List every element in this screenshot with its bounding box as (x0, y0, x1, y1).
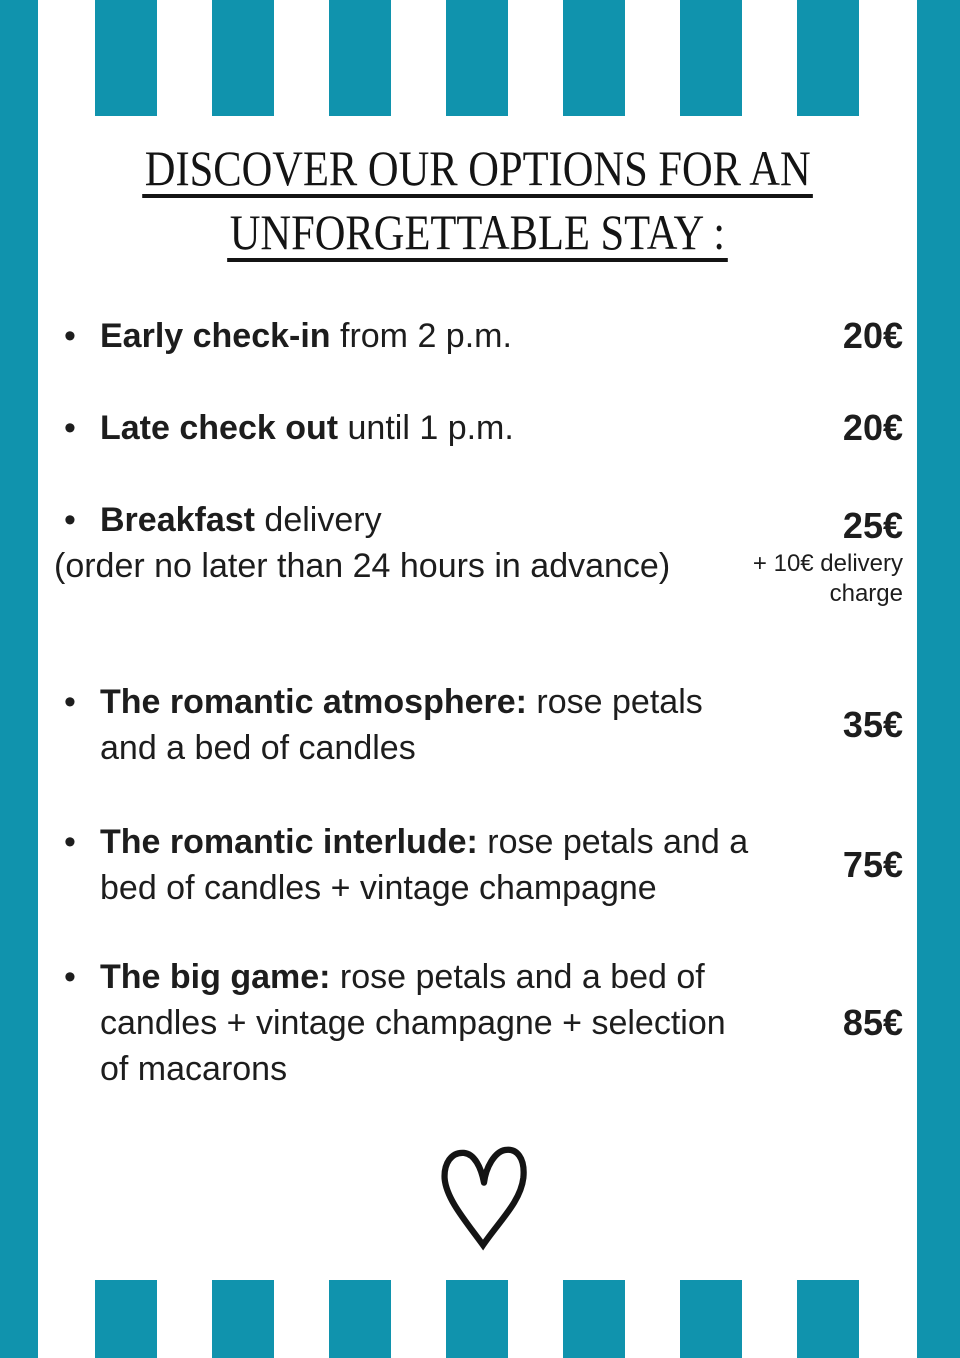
price-amount: 20€ (842, 315, 903, 356)
bullet-icon: • (64, 958, 76, 996)
option-price (752, 405, 917, 451)
options-list (38, 313, 917, 1092)
option-price (752, 313, 917, 359)
option-name: The romantic atmosphere: (100, 683, 527, 721)
bullet-icon: • (64, 501, 76, 539)
heart-icon (436, 1144, 532, 1252)
option-text (38, 497, 752, 589)
option-item-late-check-out (38, 405, 917, 451)
bullet-icon: • (64, 317, 76, 355)
option-item-big-game (38, 954, 917, 1092)
option-detail: until 1 p.m. (338, 409, 514, 447)
page-title-line-2: UNFORGETTABLE STAY : (227, 206, 727, 262)
option-detail: rose petals and a bed of candles + vintage champagne + selection of macarons (100, 958, 726, 1088)
option-name: Late check out (100, 409, 339, 447)
option-price (752, 1000, 917, 1046)
bullet-icon: • (64, 409, 76, 447)
option-item-breakfast-delivery (38, 497, 917, 609)
option-price (752, 497, 917, 609)
option-detail: from 2 p.m. (330, 317, 512, 355)
option-name: Early check-in (100, 317, 331, 355)
option-note: (order no later than 24 hours in advance) (54, 547, 671, 585)
option-name: Breakfast (100, 501, 255, 539)
option-name: The romantic interlude: (100, 823, 478, 861)
option-item-romantic-atmosphere (38, 679, 917, 771)
option-detail: rose petals and a bed of candles (100, 683, 703, 767)
option-detail: delivery (254, 501, 382, 539)
option-item-romantic-interlude (38, 819, 917, 911)
option-text (38, 954, 752, 1092)
bullet-icon: • (64, 683, 76, 721)
option-name: The big game: (100, 958, 331, 996)
option-text (38, 313, 752, 359)
price-amount: 20€ (842, 407, 903, 448)
page-title (38, 142, 917, 262)
option-detail: rose petals and a bed of candles + vintage champagne (100, 823, 749, 907)
page-title-line-1: DISCOVER OUR OPTIONS FOR AN (142, 142, 813, 198)
price-amount: 35€ (842, 704, 903, 745)
option-price (752, 842, 917, 888)
price-amount: 75€ (842, 844, 903, 885)
price-amount: 25€ (842, 505, 903, 546)
option-price (752, 702, 917, 748)
price-note: + 10€ delivery charge (752, 550, 903, 607)
price-amount: 85€ (842, 1002, 903, 1043)
option-text (38, 819, 752, 911)
option-item-early-check-in (38, 313, 917, 359)
option-text (38, 679, 752, 771)
bullet-icon: • (64, 823, 76, 861)
option-text (38, 405, 752, 451)
